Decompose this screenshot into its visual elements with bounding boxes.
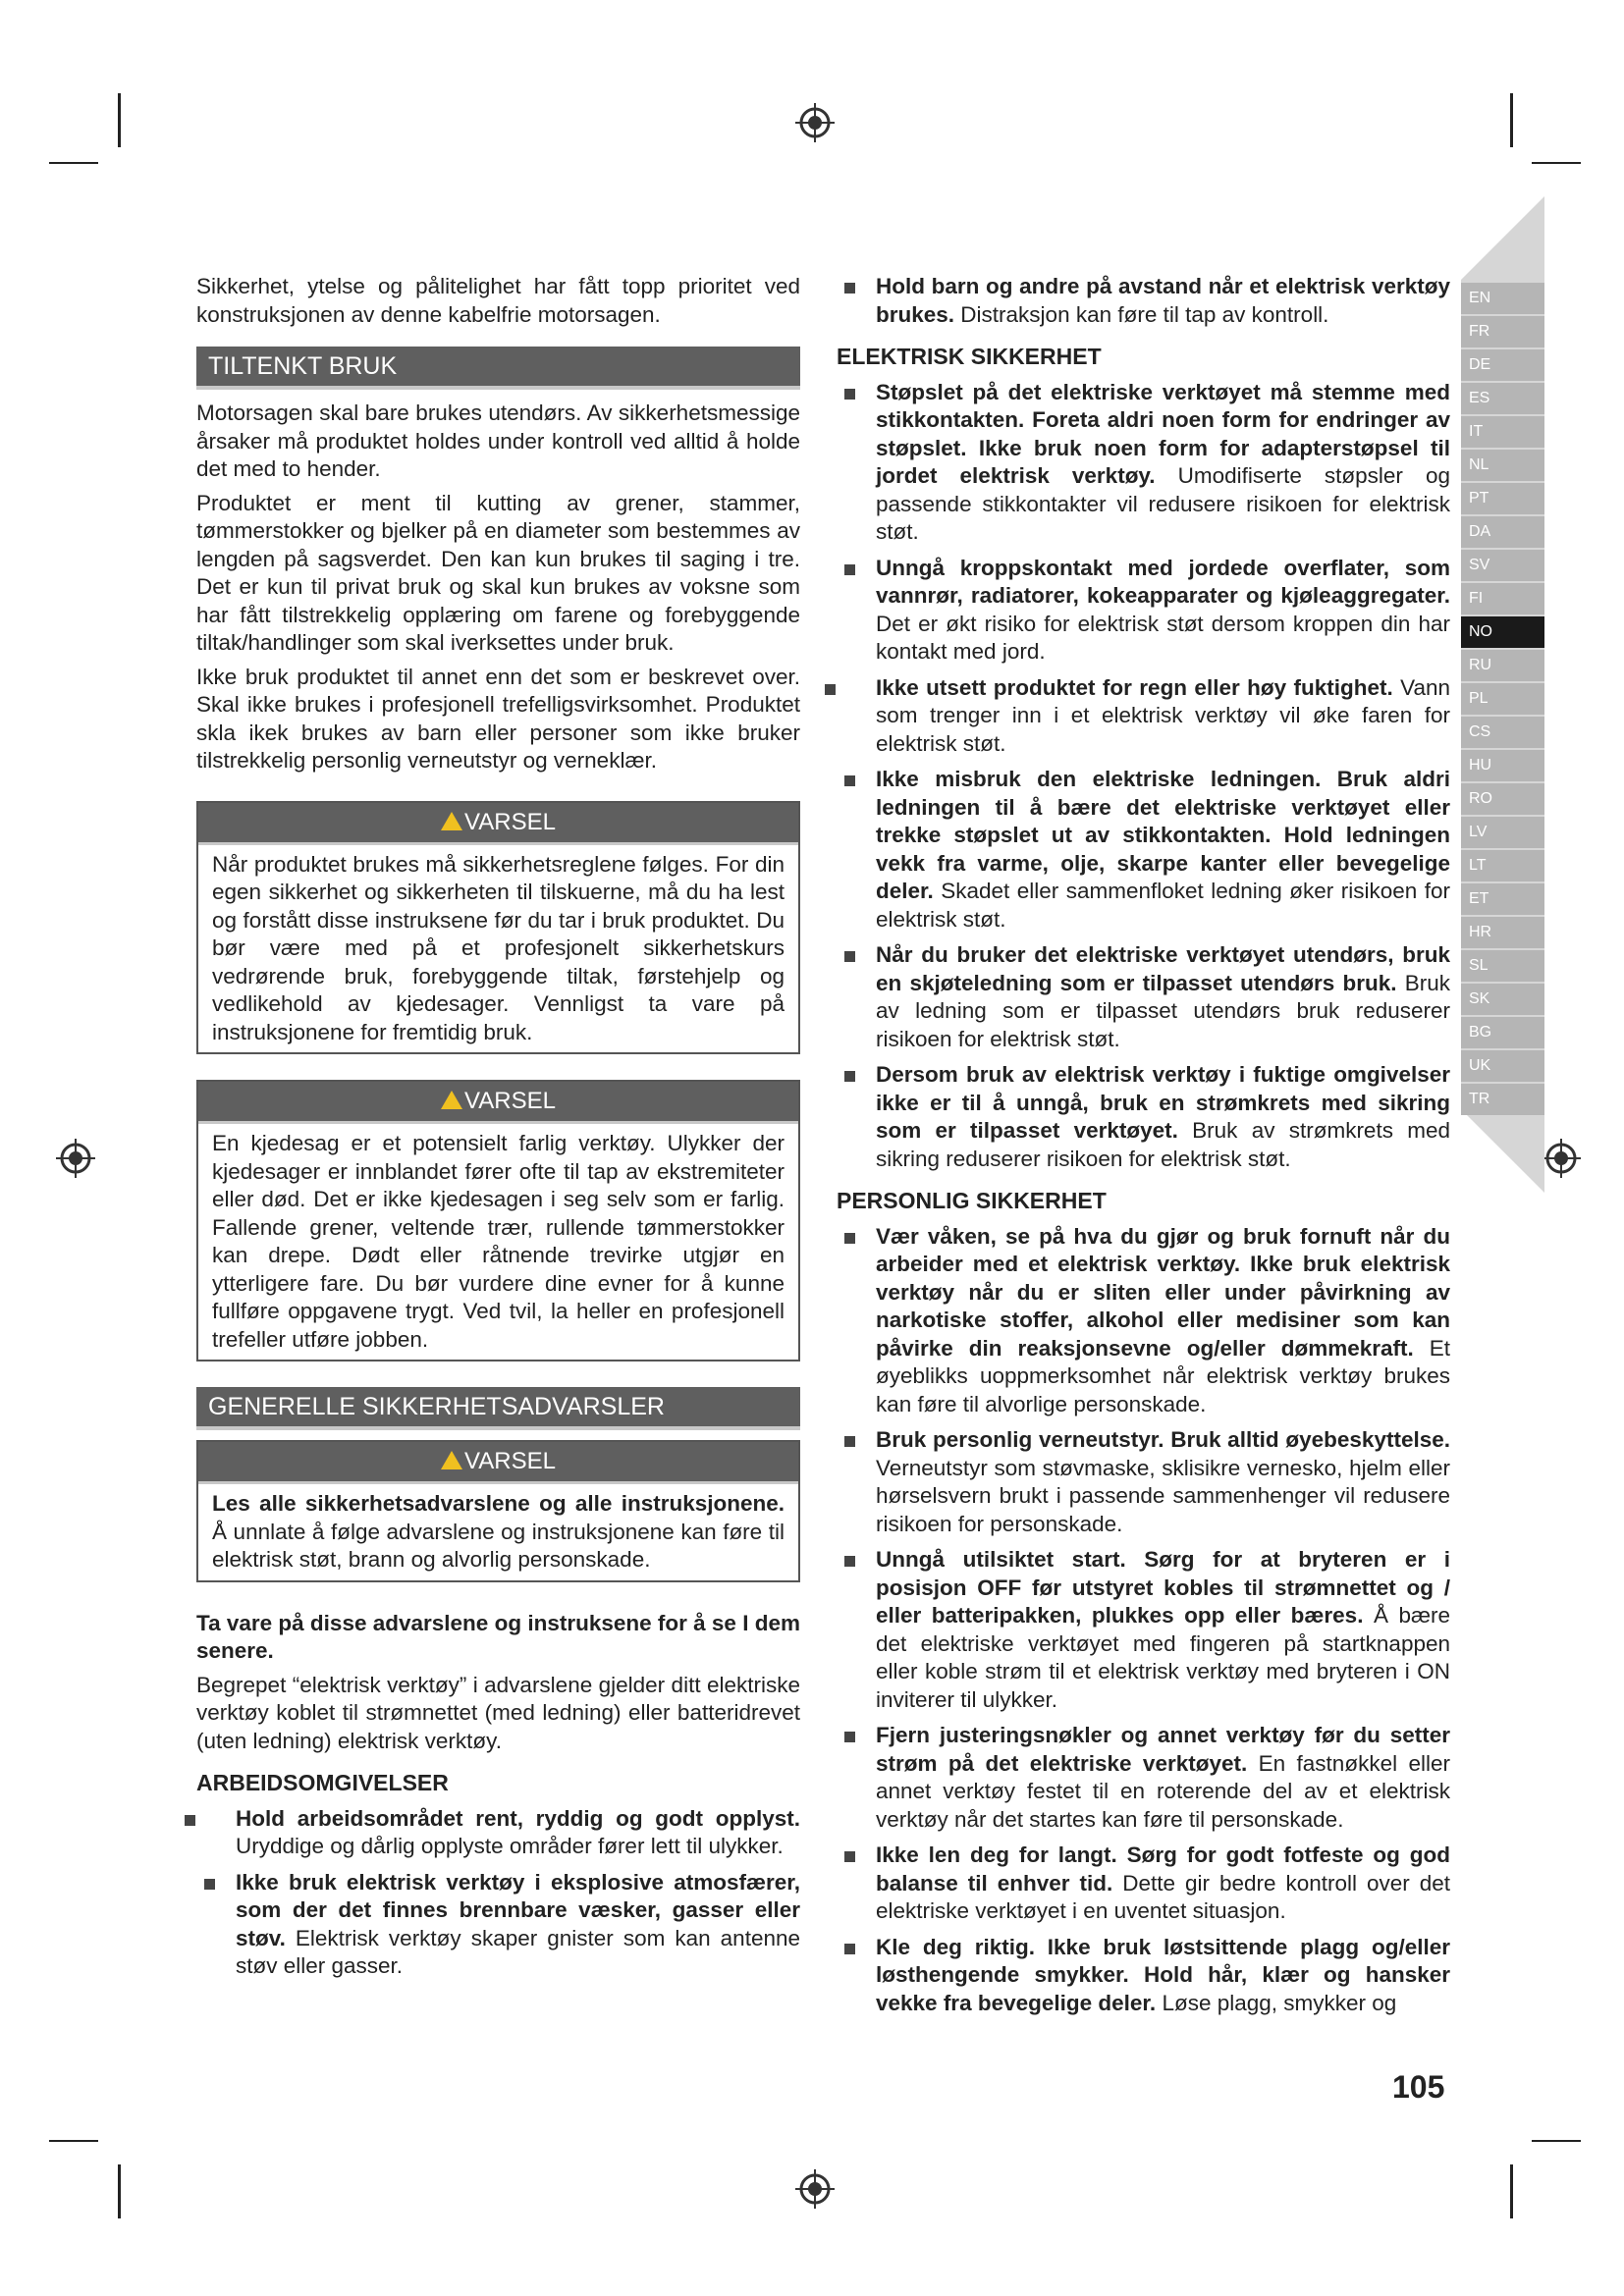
list-item: Når du bruker det elektriske verktøyet utendørs, bruk en skjøteledning som er tilpasset utendørs bruk. Bruk av ledning som er tilpasset utendørs bruk reduserer risikoen for elektrisk støt.	[837, 941, 1450, 1053]
language-tab-pt[interactable]: PT	[1461, 483, 1544, 514]
list-item: Støpslet på det elektriske verktøyet må stemme med stikkontakten. Foreta aldri noen form for endringer av støpslet. Ikke bruk noen form for adapterstøpsel til jordet elektrisk verktøy. Umodifiserte støpsler og passende stikkontakter vil redusere risikoen for elektrisk støt.	[837, 379, 1450, 547]
list-item: Ikke bruk elektrisk verktøy i eksplosive atmosfærer, som der det finnes brennbare væsker, gasser eller støv. Elektrisk verktøy skaper gnister som kan antenne støv eller gasser.	[196, 1869, 800, 1981]
language-tab-hr[interactable]: HR	[1461, 917, 1544, 948]
bullet-icon	[844, 1233, 855, 1244]
language-tab-cs[interactable]: CS	[1461, 717, 1544, 748]
language-tab-lv[interactable]: LV	[1461, 817, 1544, 848]
crop-mark	[118, 93, 121, 147]
warning-text: Å unnlate å følge advarslene og instruksjonene kan føre til elektrisk støt, brann og alvorlig personskade.	[212, 1519, 785, 1572]
list-item: Bruk personlig verneutstyr. Bruk alltid øyebeskyttelse. Verneutstyr som støvmaske, sklisikre vernesko, hjelm eller hørselsvern brukt i passende sammenhenger vil redusere risikoen for personskade.	[837, 1426, 1450, 1538]
page-number: 105	[1392, 2069, 1445, 2105]
language-tab-da[interactable]: DA	[1461, 516, 1544, 548]
bullet-icon	[844, 1071, 855, 1082]
language-tab-fi[interactable]: FI	[1461, 583, 1544, 614]
language-tab-ru[interactable]: RU	[1461, 650, 1544, 681]
crop-mark	[49, 2140, 98, 2142]
tiltenkt-p2: Produktet er ment til kutting av grener, stammer, tømmerstokker og bjelker på en diameter som bestemmes av lengden på sagsverdet. Den kan kun brukes til saging i tre. Det er kun til privat bruk og skal kun brukes av voksne som har fått tilstrekkelig opplæring om farene og forebyggende tiltak/handlinger som skal iverksettes under bruk.	[196, 490, 800, 655]
language-tab-fr[interactable]: FR	[1461, 316, 1544, 347]
warning-icon	[441, 1451, 462, 1469]
warning-header	[198, 1082, 798, 1124]
crop-mark	[1532, 162, 1581, 164]
list-item: Vær våken, se på hva du gjør og bruk fornuft når du arbeider med et elektrisk verktøy. Ikke bruk elektrisk verktøy når du er sliten eller under påvirkning av narkotiske stoffer, alkohol eller medisiner som kan påvirke din reaksjonsevne og/eller dømmekraft. Et øyeblikks uoppmerksomhet når elektrisk verktøy brukes kan føre til alvorlige personskade.	[837, 1223, 1450, 1419]
tiltenkt-p3: Ikke bruk produktet til annet enn det som er beskrevet over. Skal ikke brukes i profesjonell trefelligsvirksomhet. Produktet skla ikek brukes av barn eller personer som ikke bruker tilstrekkelig personlig verneutstyr og verneklær.	[196, 664, 800, 773]
language-tab-en[interactable]: EN	[1461, 283, 1544, 314]
generelle-heading: GENERELLE SIKKERHETSADVARSLER	[196, 1387, 800, 1430]
list-item: Hold arbeidsområdet rent, ryddig og godt opplyst. Uryddige og dårlig opplyste områder fører lett til ulykker.	[196, 1805, 800, 1861]
list-item: Kle deg riktig. Ikke bruk løstsittende plagg og/eller løsthengende smykker. Hold hår, klær og hansker vekke fra bevegelige deler. Løse plagg, smykker og	[837, 1934, 1450, 2018]
warning-box-1	[196, 801, 800, 1055]
tiltenkt-p1: Motorsagen skal bare brukes utendørs. Av sikkerhetsmessige årsaker må produktet holdes under kontroll ved alltid å holde det med to hender.	[196, 400, 800, 481]
list-item: Hold barn og andre på avstand når et elektrisk verktøy brukes. Distraksjon kan føre til tap av kontroll.	[837, 273, 1450, 329]
keep-instructions-text: Ta vare på disse advarslene og instruksene for å se I dem senere.	[196, 1610, 800, 1663]
bullet-icon	[185, 1815, 195, 1826]
crop-mark	[1532, 2140, 1581, 2142]
tiltenkt-bruk-heading: TILTENKT BRUK	[196, 347, 800, 390]
bullet-icon	[204, 1879, 215, 1890]
bullet-icon	[844, 951, 855, 962]
list-item: Unngå utilsiktet start. Sørg for at bryteren er i posisjon OFF før utstyret kobles til strømnettet og / eller batteripakken, plukkes opp eller bæres. Å bære det elektriske verktøyet med fingeren på startknappen eller koble strøm til et elektrisk verktøy med bryteren i ON inviterer til ulykker.	[837, 1546, 1450, 1714]
list-item: Ikke misbruk den elektriske ledningen. Bruk aldri ledningen til å bære det elektriske verktøyet eller trekke støpslet ut av stikkontakten. Hold ledningen vekk fra varme, olje, skarpe kanter eller bevegelige deler. Skadet eller sammenfloket ledning øker risikoen for elektrisk støt.	[837, 766, 1450, 934]
language-tab-pl[interactable]: PL	[1461, 683, 1544, 715]
language-tab-ro[interactable]: RO	[1461, 783, 1544, 815]
list-item: Dersom bruk av elektrisk verktøy i fuktige omgivelser ikke er til å unngå, bruk en strømkrets med sikring som er tilpasset verktøyet. Bruk av strømkrets med sikring reduserer risikoen for elektrisk støt.	[837, 1061, 1450, 1173]
registration-mark-icon	[1540, 1137, 1583, 1180]
registration-mark-icon	[54, 1137, 97, 1180]
arbeidsomgivelser-heading: ARBEIDSOMGIVELSER	[196, 1770, 449, 1795]
bullet-icon	[844, 775, 855, 786]
bullet-icon	[844, 1436, 855, 1447]
language-tab-bg[interactable]: BG	[1461, 1017, 1544, 1048]
warning-box-2	[196, 1080, 800, 1362]
language-tab-it[interactable]: IT	[1461, 416, 1544, 448]
right-column	[837, 273, 1450, 2025]
list-item: Fjern justeringsnøkler og annet verktøy før du setter strøm på det elektriske verktøyet. En fastnøkkel eller annet verktøy festet til en roterende del av et elektrisk verktøy når det startes kan føre til personskade.	[837, 1722, 1450, 1834]
warning-bold-text: Les alle sikkerhetsadvarslene og alle instruksjonene.	[212, 1491, 785, 1516]
language-tab-uk[interactable]: UK	[1461, 1050, 1544, 1082]
language-tab-nl[interactable]: NL	[1461, 450, 1544, 481]
list-item: Unngå kroppskontakt med jordede overflater, som vannrør, radiatorer, kokeapparater og kjøleaggregater. Det er økt risiko for elektrisk støt dersom kroppen din har kontakt med jord.	[837, 555, 1450, 667]
language-tab-no[interactable]: NO	[1461, 616, 1544, 648]
elektrisk-heading: ELEKTRISK SIKKERHET	[837, 344, 1102, 369]
bullet-icon	[844, 1851, 855, 1862]
begrepet-text: Begrepet “elektrisk verktøy” i advarslene gjelder ditt elektriske verktøy koblet til strømnettet (med ledning) eller batteridrevet (uten ledning) elektrisk verktøy.	[196, 1672, 800, 1753]
list-item: Ikke utsett produktet for regn eller høy fuktighet. Vann som trenger inn i et elektrisk verktøy vil øke faren for elektrisk støt.	[837, 674, 1450, 759]
language-tab-sv[interactable]: SV	[1461, 550, 1544, 581]
language-tab-tr[interactable]: TR	[1461, 1084, 1544, 1115]
warning-label: VARSEL	[464, 808, 556, 835]
bullet-icon	[844, 1732, 855, 1742]
language-tab-sk[interactable]: SK	[1461, 984, 1544, 1015]
left-column	[196, 273, 800, 1989]
warning-box-3	[196, 1440, 800, 1582]
warning-label: VARSEL	[464, 1448, 556, 1474]
crop-mark	[49, 162, 98, 164]
bullet-icon	[844, 1944, 855, 1954]
bullet-icon	[844, 1556, 855, 1567]
crop-mark	[1510, 93, 1513, 147]
language-tab-hu[interactable]: HU	[1461, 750, 1544, 781]
language-tab-lt[interactable]: LT	[1461, 850, 1544, 881]
list-item: Ikke len deg for langt. Sørg for godt fotfeste og god balanse til enhver tid. Dette gir bedre kontroll over det elektriske verktøyet i en uventet situasjon.	[837, 1842, 1450, 1926]
warning-header	[198, 1442, 798, 1484]
language-tab-et[interactable]: ET	[1461, 883, 1544, 915]
warning-header	[198, 803, 798, 845]
language-tab-sl[interactable]: SL	[1461, 950, 1544, 982]
personlig-heading: PERSONLIG SIKKERHET	[837, 1188, 1107, 1213]
warning-text: Når produktet brukes må sikkerhetsreglene følges. For din egen sikkerhet og sikkerheten til tilskuerne, må du ha lest og forstått disse instruksene før du tar i bruk produktet. Du bør være med på et profesjonelt sikkerhetskurs vedrørende bruk, forebyggende tiltak, førstehjelp og vedlikehold av kjedesager. Vennligst ta vare på instruksjonene for fremtidig bruk.	[212, 851, 785, 1044]
bullet-icon	[844, 389, 855, 400]
intro-text: Sikkerhet, ytelse og pålitelighet har fått topp prioritet ved konstruksjonen av denne kabelfrie motorsagen.	[196, 274, 800, 327]
bullet-icon	[844, 564, 855, 575]
crop-mark	[118, 2164, 121, 2218]
language-tab-de[interactable]: DE	[1461, 349, 1544, 381]
language-tabs	[1461, 283, 1544, 1117]
registration-mark-icon	[793, 2167, 837, 2211]
warning-icon	[441, 812, 462, 830]
bullet-icon	[844, 283, 855, 294]
warning-text: En kjedesag er et potensielt farlig verktøy. Ulykker der kjedesager er innblandet fører ofte til tap av ekstremiteter eller død. Det er ikke kjedesagen i seg selv som er farlig. Fallende grener, veltende trær, rullende tømmerstokker kan drepe. Dødt eller råtnende trevirke utgjør en ytterligere fare. Du bør vurdere dine evner for å kunne fullføre oppgavene trygt. Ved tvil, la heller en profesjonell trefeller utføre jobben.	[212, 1131, 785, 1352]
language-tab-es[interactable]: ES	[1461, 383, 1544, 414]
bullet-icon	[825, 684, 836, 695]
warning-icon	[441, 1091, 462, 1109]
crop-mark	[1510, 2164, 1513, 2218]
warning-label: VARSEL	[464, 1088, 556, 1114]
registration-mark-icon	[793, 101, 837, 144]
